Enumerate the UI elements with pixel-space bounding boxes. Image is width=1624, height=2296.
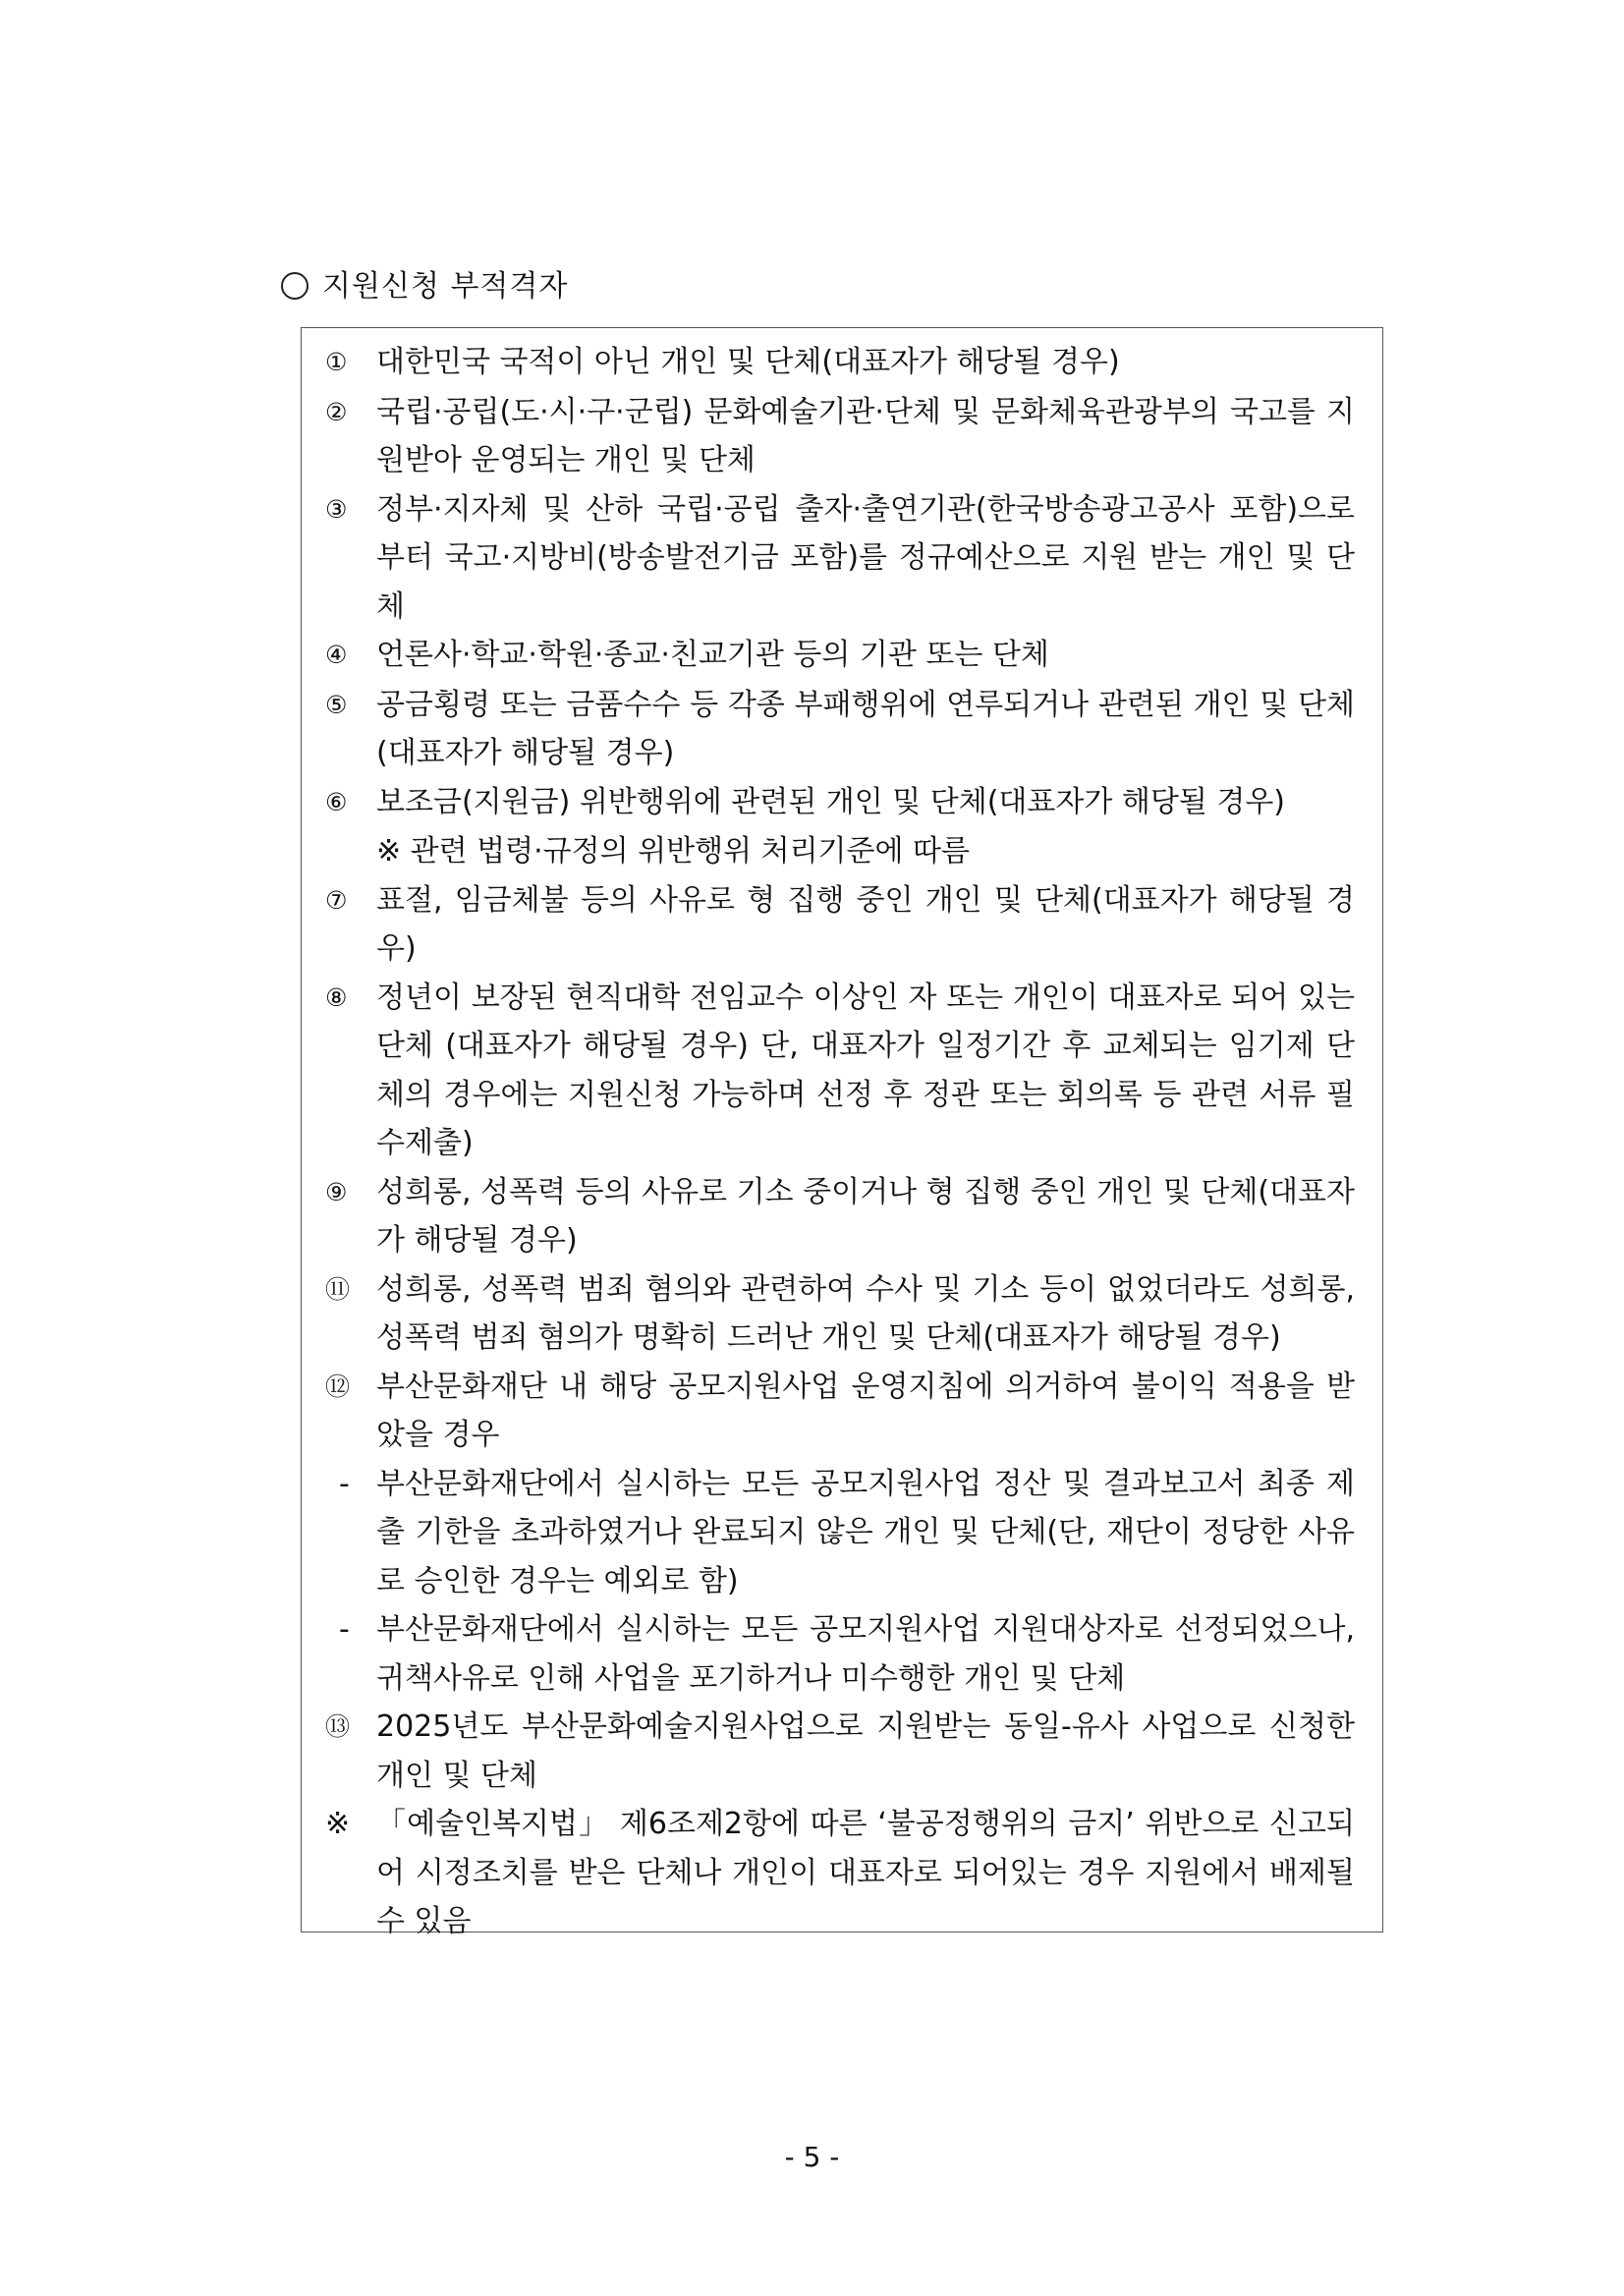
list-item: [325, 876, 1355, 974]
item-number: ⑨: [325, 1177, 348, 1206]
list-item: [325, 485, 1355, 632]
item-text: 언론사·학교·학원·종교·친교기관 등의 기관 또는 단체: [376, 638, 1049, 672]
list-item: [325, 388, 1355, 485]
item-text: 보조금(지원금) 위반행위에 관련된 개인 및 단체(대표자가 해당될 경우): [376, 784, 1286, 819]
list-item: [325, 631, 1355, 681]
section-heading: [281, 267, 568, 307]
list-item: [325, 778, 1355, 828]
list-item: [325, 1363, 1355, 1460]
item-number: ⑦: [325, 885, 348, 915]
item-number: ⑪: [325, 1274, 351, 1304]
dash-marker: -: [339, 1466, 350, 1501]
item-text: 성희롱, 성폭력 범죄 혐의와 관련하여 수사 및 기소 등이 없었더라도 성희롱, 성폭력 범죄 혐의가 명확히 드러난 개인 및 단체(대표자가 해당될 경우): [376, 1271, 1355, 1355]
item-number: ②: [325, 397, 348, 426]
item-text: 표절, 임금체불 등의 사유로 형 집행 중인 개인 및 단체(대표자가 해당될 경우): [376, 882, 1355, 966]
list-subitem: [325, 1460, 1355, 1606]
item-text: 부산문화재단에서 실시하는 모든 공모지원사업 정산 및 결과보고서 최종 제출 기한을 초과하였거나 완료되지 않은 개인 및 단체(단, 재단이 정당한 사유로 승인한 경우는 예외로 함): [376, 1466, 1355, 1598]
item-text: 「예술인복지법」 제6조제2항에 따른 ‘불공정행위의 금지’ 위반으로 신고되어 시정조치를 받은 단체나 개인이 대표자로 되어있는 경우 지원에서 배제될 수 있음: [376, 1807, 1355, 1938]
item-text: 부산문화재단에서 실시하는 모든 공모지원사업 지원대상자로 선정되었으나, 귀책사유로 인해 사업을 포기하거나 미수행한 개인 및 단체: [376, 1612, 1355, 1696]
item-text: ※ 관련 법령·규정의 위반행위 처리기준에 따름: [376, 834, 970, 868]
item-text: 대한민국 국적이 아닌 개인 및 단체(대표자가 해당될 경우): [376, 345, 1120, 379]
dash-marker: -: [339, 1612, 350, 1647]
page-number: - 5 -: [784, 2141, 840, 2173]
list-item: [325, 681, 1355, 778]
item-number: ⑧: [325, 982, 348, 1012]
item-number: ⑫: [325, 1372, 351, 1401]
item-text: 정년이 보장된 현직대학 전임교수 이상인 자 또는 개인이 대표자로 되어 있는 단체 (대표자가 해당될 경우) 단, 대표자가 일정기간 후 교체되는 임기제 단체의 경우에는 지원신청 가능하며 선정 후 정관 또는 회의록 등 관련 서류 필수제출): [376, 980, 1355, 1160]
list-subnote: [325, 827, 1355, 876]
item-number: ⑬: [325, 1712, 351, 1741]
list-item: [325, 1265, 1355, 1363]
list-item: [325, 1703, 1355, 1800]
item-number: ③: [325, 494, 348, 524]
list-subitem: [325, 1605, 1355, 1703]
item-text: 정부·지자체 및 산하 국립·공립 출자·출연기관(한국방송광고공사 포함)으로부터 국고·지방비(방송발전기금 포함)를 정규예산으로 지원 받는 개인 및 단체: [376, 491, 1355, 624]
item-number: ①: [325, 348, 348, 376]
section-heading-text: 지원신청 부적격자: [322, 269, 569, 304]
item-number: ⑥: [325, 787, 348, 816]
item-text: 성희롱, 성폭력 등의 사유로 기소 중이거나 형 집행 중인 개인 및 단체(대표자가 해당될 경우): [376, 1174, 1355, 1258]
item-text: 국립·공립(도·시·구·군립) 문화예술기관·단체 및 문화체육관광부의 국고를 지원받아 운영되는 개인 및 단체: [376, 394, 1355, 477]
circle-bullet-icon: [281, 272, 308, 300]
note-marker: ※: [325, 1807, 351, 1841]
item-number: ⑤: [325, 690, 348, 719]
list-note: [325, 1800, 1355, 1946]
item-text: 부산문화재단 내 해당 공모지원사업 운영지침에 의거하여 불이익 적용을 받았을 경우: [376, 1369, 1355, 1452]
list-item: [325, 338, 1355, 388]
item-number: ④: [325, 641, 348, 669]
ineligible-list-box: [301, 327, 1383, 1938]
item-text: 2025년도 부산문화예술지원사업으로 지원받는 동일-유사 사업으로 신청한 개인 및 단체: [376, 1709, 1355, 1793]
item-text: 공금횡령 또는 금품수수 등 각종 부패행위에 연루되거나 관련된 개인 및 단체(대표자가 해당될 경우): [376, 687, 1355, 770]
list-item: [325, 1168, 1355, 1265]
list-item: [325, 974, 1355, 1168]
